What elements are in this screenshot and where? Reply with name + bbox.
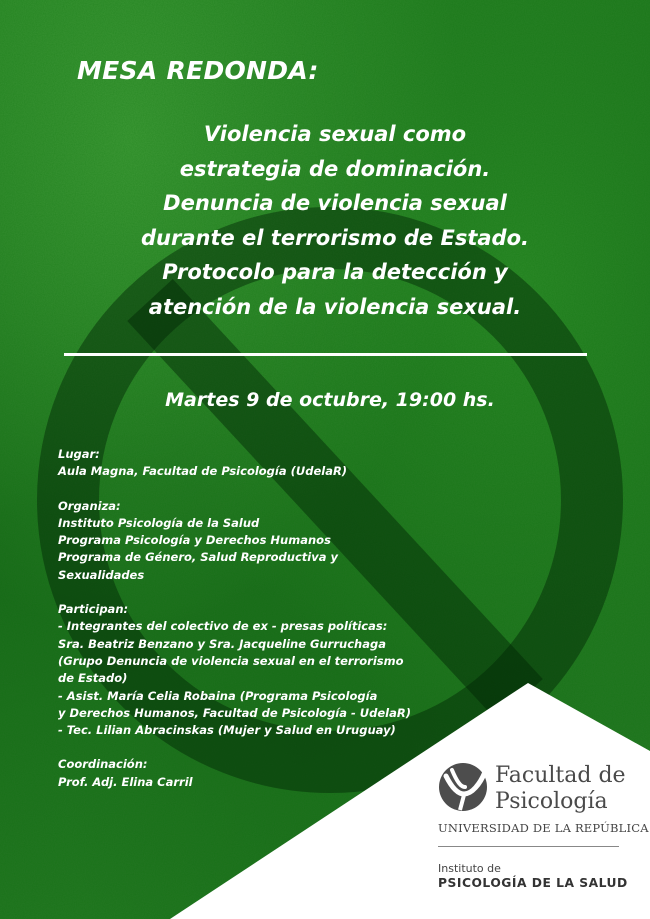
participan-line: - Tec. Lilian Abracinskas (Mujer y Salud en Uruguay) [58,723,396,738]
facultad-logo-icon [438,762,490,812]
lugar-label: Lugar: [58,447,100,461]
faculty-name-line: Psicología [495,789,608,814]
title-line: durante el terrorismo de Estado. [141,225,529,250]
institute-prefix: Instituto de [438,862,501,875]
event-type-heading: MESA REDONDA: [77,56,319,85]
organiza-line: Instituto Psicología de la Salud [58,515,260,530]
event-date: Martes 9 de octubre, 19:00 hs. [165,389,495,411]
university-name: UNIVERSIDAD DE LA REPÚBLICA [438,821,649,835]
faculty-name [495,763,626,815]
coordinacion-label: Coordinación: [58,757,148,772]
title-line: Denuncia de violencia sexual [163,191,507,215]
title-line: Violencia sexual como [203,122,467,146]
participan-label: Participan: [58,602,129,617]
logo-divider [438,846,619,847]
faculty-name-line: Facultad de [495,763,626,788]
organiza-line: Programa Psicología y Derechos Humanos [58,533,331,548]
organiza-line: Programa de Género, Salud Reproductiva y [58,550,338,565]
organiza-line: Sexualidades [58,567,145,582]
participan-line: - Asist. María Celia Robaina (Programa Psicología [58,688,378,703]
institute-name: PSICOLOGÍA DE LA SALUD [438,876,628,890]
participan-line: y Derechos Humanos, Facultad de Psicología - UdelaR) [58,705,411,720]
participan-line: (Grupo Denuncia de violencia sexual en el terrorismo [58,653,404,668]
title-line: estrategia de dominación. [179,156,491,181]
participan-line: - Integrantes del colectivo de ex - presas políticas: [58,619,388,634]
title-line: Protocolo para la detección y [162,260,508,284]
lugar-value: Aula Magna, Facultad de Psicología (UdelaR) [58,464,348,479]
coordinacion-value: Prof. Adj. Elina Carril [58,774,193,789]
participan-line: de Estado) [58,671,128,686]
title-line: atención de la violencia sexual. [148,294,522,319]
organiza-label: Organiza: [58,498,121,513]
participan-line: Sra. Beatriz Benzano y Sra. Jacqueline Gurruchaga [58,636,386,651]
